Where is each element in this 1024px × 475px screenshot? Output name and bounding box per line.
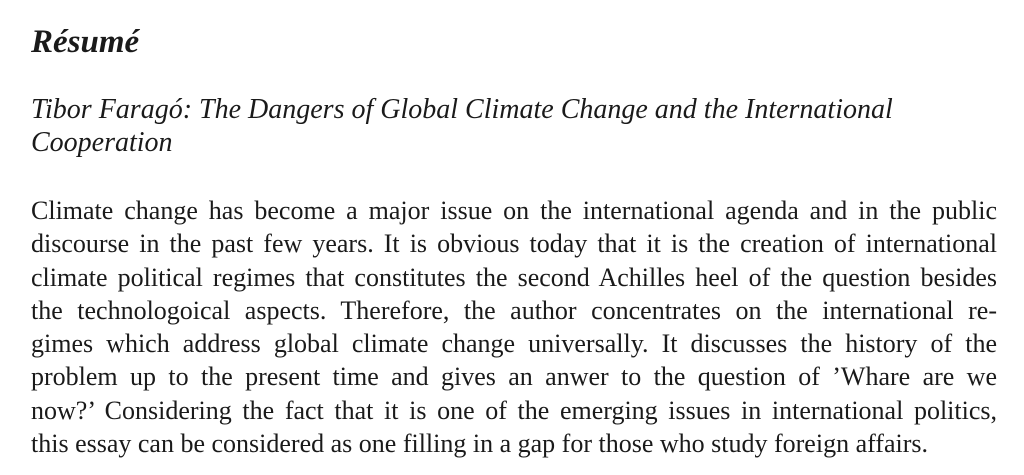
abstract-paragraph bbox=[31, 194, 997, 460]
abstract-line: the technologoical aspects. Therefore, the author concentrates on the international re- bbox=[31, 295, 997, 325]
section-heading: Résumé bbox=[31, 24, 140, 60]
abstract-line: Climate change has become a major issue on the international agenda and in the public bbox=[31, 196, 997, 225]
article-title bbox=[31, 93, 893, 159]
article-title-line: Cooperation bbox=[31, 127, 173, 158]
abstract-line: discourse in the past few years. It is obvious today that it is the creation of international bbox=[31, 229, 997, 259]
abstract-line: now?’ Considering the fact that it is one of the emerging issues in international politics, bbox=[31, 395, 997, 425]
abstract-line: this essay can be considered as one filling in a gap for those who study foreign affairs. bbox=[31, 429, 928, 459]
abstract-line: problem up to the present time and gives an anwer to the question of ’Whare are we bbox=[31, 362, 997, 392]
article-title-line: Tibor Faragó: The Dangers of Global Climate Change and the International bbox=[31, 94, 893, 125]
abstract-line: gimes which address global climate change universally. It discusses the history of the bbox=[31, 329, 997, 359]
abstract-line: climate political regimes that constitutes the second Achilles heel of the question besides bbox=[31, 262, 997, 292]
